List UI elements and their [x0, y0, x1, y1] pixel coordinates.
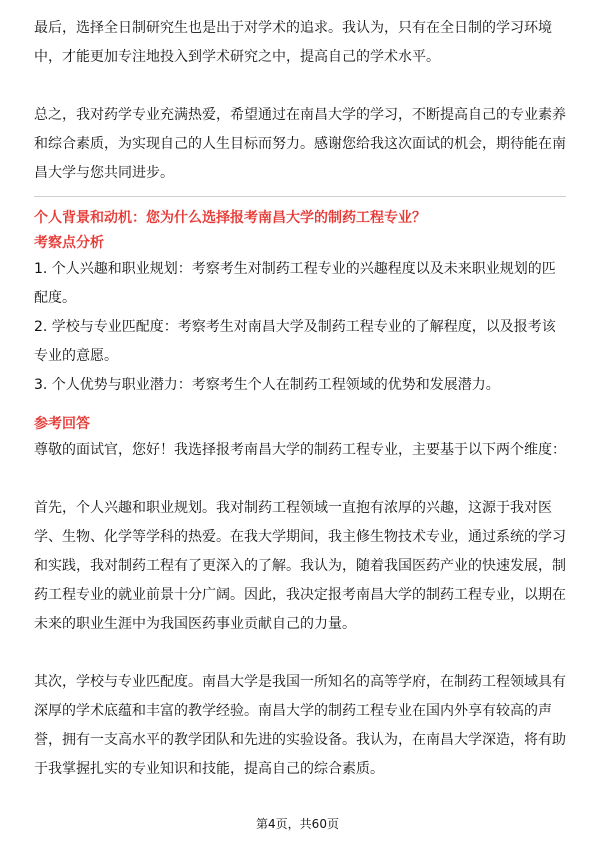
answer-paragraph-first: 首先，个人兴趣和职业规划。我对制药工程领域一直抱有浓厚的兴趣，这源于我对医学、生物、化学等学科的热爱。在我大学期间，我主修生物技术专业，通过系统的学习和实践，我对制药工程有了更深入的了解。我认为，随着我国医药产业的快速发展，制药工程专业的就业前景十分广阔。因此，我决定报考南昌大学的制药工程专业，以期在未来的职业生涯中为我国医药事业贡献自己的力量。 — [34, 500, 566, 632]
answer-heading: 参考回答 — [34, 416, 90, 432]
paragraph-summary: 总之，我对药学专业充满热爱，希望通过在南昌大学的学习，不断提高自己的专业素养和综合素质，为实现自己的人生目标而努力。感谢您给我这次面试的机会，期待能在南昌大学与您共同进步。 — [34, 107, 566, 181]
analysis-heading: 考察点分析 — [34, 235, 104, 251]
paragraph-conclusion-fulltime: 最后，选择全日制研究生也是出于对学术的追求。我认为，只有在全日制的学习环境中，才能更加专注地投入到学术研究之中，提高自己的学术水平。 — [34, 20, 552, 65]
blank-line — [34, 72, 566, 101]
page-number: 第4页，共60页 — [256, 817, 339, 831]
analysis-item-1: 1. 个人兴趣和职业规划：考察考生对制药工程专业的兴趣程度以及未来职业规划的匹配度。 — [34, 261, 556, 306]
section-divider — [34, 196, 566, 197]
answer-greeting: 尊敬的面试官，您好！我选择报考南昌大学的制药工程专业，主要基于以下两个维度： — [34, 442, 566, 458]
analysis-item-3: 3. 个人优势与职业潜力：考察考生个人在制药工程领域的优势和发展潜力。 — [34, 377, 500, 393]
answer-paragraph-second: 其次，学校与专业匹配度。南昌大学是我国一所知名的高等学府，在制药工程领域具有深厚的学术底蕴和丰富的教学经验。南昌大学的制药工程专业在国内外享有较高的声誉，拥有一支高水平的教学团队和先进的实验设备。我认为，在南昌大学深造，将有助于我掌握扎实的专业知识和技能，提高自己的综合素质。 — [34, 674, 566, 777]
question-title: 个人背景和动机：您为什么选择报考南昌大学的制药工程专业？ — [34, 210, 426, 226]
analysis-item-2: 2. 学校与专业匹配度：考察考生对南昌大学及制药工程专业的了解程度，以及报考该专业的意愿。 — [34, 319, 556, 364]
document-page — [34, 14, 566, 784]
blank-line — [34, 465, 566, 494]
blank-line — [34, 639, 566, 668]
spacer — [34, 400, 566, 412]
